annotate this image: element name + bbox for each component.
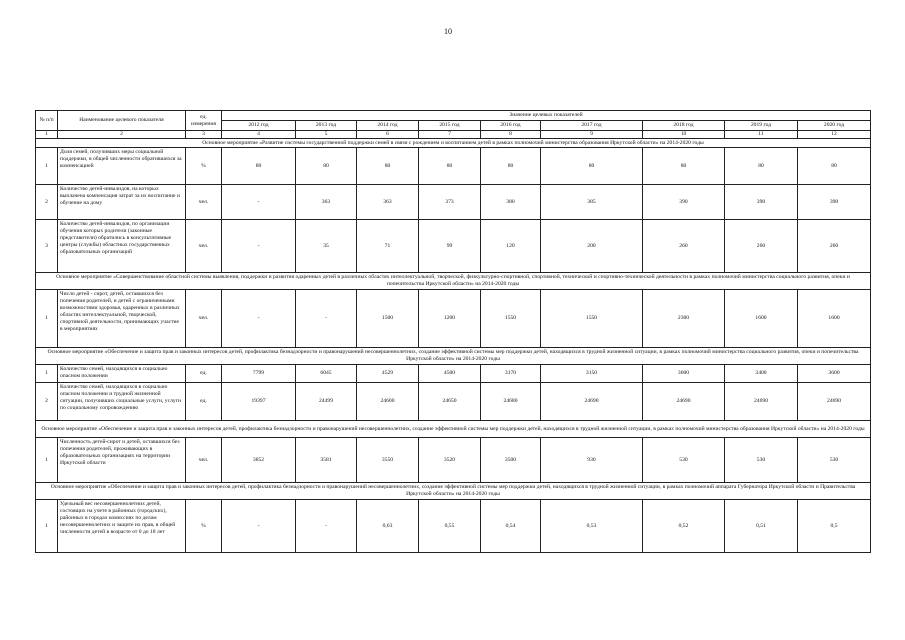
column-index: 4	[222, 131, 296, 139]
value-cell: -	[296, 500, 357, 553]
table-body	[36, 139, 871, 553]
section-title-row	[36, 139, 871, 148]
value-cell: 80	[481, 148, 541, 185]
value-cell: 80	[222, 148, 296, 185]
unit-cell: чел.	[186, 185, 222, 220]
value-cell: 80	[541, 148, 643, 185]
value-cell: 3520	[419, 438, 481, 483]
indicator-name: Численность детей-сирот и детей, оставшихся без попечения родителей, проживающих в образовательных организациях на территории Иркутской области	[58, 438, 186, 483]
row-number: 3	[36, 220, 58, 273]
value-cell: 530	[798, 438, 871, 483]
unit-cell: чел.	[186, 438, 222, 483]
table-row	[36, 290, 871, 348]
section-title: Основное мероприятие «Обеспечение и защита прав и законных интересов детей, профилактика безнадзорности и правонарушений несовершеннолетних, создание эффективной системы мер поддержки детей, находящихся в трудной жизненной ситуации, в рамках полномочий аппарата Губернатора Иркутской области и Правительства Иркутской области» на 2014-2020 годы	[36, 483, 871, 500]
value-cell: 4500	[419, 365, 481, 383]
table-row	[36, 220, 871, 273]
value-cell: 363	[296, 185, 357, 220]
column-index: 6	[357, 131, 419, 139]
value-cell: 80	[357, 148, 419, 185]
value-cell: 390	[725, 185, 798, 220]
section-title: Основное мероприятие «Развитие системы государственной поддержки семей в связи с рождением и воспитанием детей в рамках полномочий министерства образования Иркутской области» на 2014-2020 годы	[36, 139, 871, 148]
unit-cell: ед.	[186, 365, 222, 383]
value-cell: 1550	[541, 290, 643, 348]
section-title: Основное мероприятие «Обеспечение и защита прав и законных интересов детей, профилактика безнадзорности и правонарушений несовершеннолетних, создание эффективной системы мер поддержки детей, находящихся в трудной жизненной ситуации, в рамках полномочий министерства образования Иркутской области» на 2014-2020 годы	[36, 421, 871, 438]
row-number: 1	[36, 365, 58, 383]
value-cell: -	[222, 500, 296, 553]
value-cell: -	[222, 185, 296, 220]
value-cell: 24690	[725, 383, 798, 421]
value-cell: 0,54	[481, 500, 541, 553]
column-index: 11	[725, 131, 798, 139]
value-cell: 71	[357, 220, 419, 273]
value-cell: 2300	[643, 290, 725, 348]
value-cell: 3150	[541, 365, 643, 383]
indicator-name: Доля семей, получивших меры социальной поддержки, в общей численности обратившихся за компенсацией	[58, 148, 186, 185]
header-index-row	[36, 131, 871, 139]
value-cell: 390	[798, 185, 871, 220]
value-cell: 24499	[296, 383, 357, 421]
indicator-name: Количество семей, находящихся в социально опасном положении	[58, 365, 186, 383]
value-cell: 19397	[222, 383, 296, 421]
header-year: 2020 год	[798, 121, 871, 131]
value-cell: 1550	[481, 290, 541, 348]
indicator-name: Количество семей, находящихся в социально опасном положении и трудной жизненной ситуации, получивших социальные услуги, услуги по социальному сопровождению	[58, 383, 186, 421]
value-cell: 3600	[643, 365, 725, 383]
value-cell: 0,52	[643, 500, 725, 553]
value-cell: 3400	[725, 365, 798, 383]
header-year: 2017 год	[541, 121, 643, 131]
header-year: 2018 год	[643, 121, 725, 131]
value-cell: 3581	[296, 438, 357, 483]
column-index: 5	[296, 131, 357, 139]
value-cell: 200	[541, 220, 643, 273]
column-index: 1	[36, 131, 58, 139]
value-cell: 363	[357, 185, 419, 220]
section-title-row	[36, 273, 871, 290]
value-cell: 80	[296, 148, 357, 185]
table-row	[36, 438, 871, 483]
header-year: 2012 год	[222, 121, 296, 131]
row-number: 1	[36, 148, 58, 185]
value-cell: 390	[643, 185, 725, 220]
value-cell: 385	[541, 185, 643, 220]
header-num: № п/п	[36, 111, 58, 131]
indicators-table	[35, 110, 871, 553]
header-name: Наименование целевого показателя	[58, 111, 186, 131]
indicator-name: Количество детей-инвалидов, по организации обучения которых родители (законные представители) обратились в консультативные центры (службы) областных государственных образовательных организаций	[58, 220, 186, 273]
value-cell: 6045	[296, 365, 357, 383]
value-cell: 930	[541, 438, 643, 483]
value-cell: -	[222, 290, 296, 348]
value-cell: 24690	[541, 383, 643, 421]
header-year: 2013 год	[296, 121, 357, 131]
value-cell: 80	[419, 148, 481, 185]
table-row	[36, 148, 871, 185]
value-cell: 1500	[357, 290, 419, 348]
column-index: 7	[419, 131, 481, 139]
column-index: 8	[481, 131, 541, 139]
value-cell: 260	[643, 220, 725, 273]
value-cell: 0,5	[798, 500, 871, 553]
value-cell: 24690	[643, 383, 725, 421]
value-cell: 80	[643, 148, 725, 185]
column-index: 12	[798, 131, 871, 139]
value-cell: 80	[798, 148, 871, 185]
header-year: 2016 год	[481, 121, 541, 131]
value-cell: 0,63	[357, 500, 419, 553]
column-index: 10	[643, 131, 725, 139]
section-title: Основное мероприятие «Обеспечение и защита прав и законных интересов детей, профилактика безнадзорности и правонарушений несовершеннолетних, создание эффективной системы мер поддержки детей, находящихся в трудной жизненной ситуации, в рамках полномочий министерства социального развития, опеки и попечительства Иркутской области» на 2014-2020 годы	[36, 348, 871, 365]
value-cell: 3550	[357, 438, 419, 483]
value-cell: 3852	[222, 438, 296, 483]
value-cell: 1600	[725, 290, 798, 348]
table-row	[36, 500, 871, 553]
unit-cell: %	[186, 500, 222, 553]
unit-cell: чел.	[186, 290, 222, 348]
value-cell: 530	[643, 438, 725, 483]
header-year: 2015 год	[419, 121, 481, 131]
value-cell: 24680	[481, 383, 541, 421]
header-values-title: Значение целевых показателей	[222, 111, 871, 121]
header-row-1	[36, 111, 871, 121]
column-index: 9	[541, 131, 643, 139]
value-cell: 530	[725, 438, 798, 483]
value-cell: 3600	[798, 365, 871, 383]
header-year: 2019 год	[725, 121, 798, 131]
unit-cell: чел.	[186, 220, 222, 273]
value-cell: 4529	[357, 365, 419, 383]
value-cell: 24650	[419, 383, 481, 421]
section-title: Основное мероприятие «Совершенствование областной системы выявления, поддержки и развития одаренных детей в различных областях интеллектуальной, творческой, физкультурно-спортивной, спортивной, технической и спортивно-технической деятельности в рамках полномочий министерства социального развития, опеки и попечительства Иркутской области» на 2014-2020 годы	[36, 273, 871, 290]
value-cell: 1600	[798, 290, 871, 348]
indicator-name: Количество детей-инвалидов, на которых выплачена компенсация затрат за их воспитание и обучение на дому	[58, 185, 186, 220]
value-cell: 380	[481, 185, 541, 220]
value-cell: 99	[419, 220, 481, 273]
header-unit: ед. измерения	[186, 111, 222, 131]
value-cell: 7799	[222, 365, 296, 383]
page-number: 10	[444, 27, 452, 36]
value-cell: 24690	[798, 383, 871, 421]
table-row	[36, 185, 871, 220]
value-cell: 260	[725, 220, 798, 273]
section-title-row	[36, 421, 871, 438]
table-row	[36, 365, 871, 383]
row-number: 1	[36, 500, 58, 553]
unit-cell: ед.	[186, 383, 222, 421]
value-cell: 3170	[481, 365, 541, 383]
column-index: 2	[58, 131, 186, 139]
row-number: 2	[36, 185, 58, 220]
value-cell: 0,53	[541, 500, 643, 553]
indicator-name: Число детей - сирот, детей, оставшихся без попечения родителей, и детей с ограниченными возможностями здоровья, одаренных в различных областях интеллектуальной, творческой, спортивной деятельности, принимающих участие в мероприятиях	[58, 290, 186, 348]
header-year: 2014 год	[357, 121, 419, 131]
value-cell: 0,51	[725, 500, 798, 553]
value-cell: -	[222, 220, 296, 273]
value-cell: -	[296, 290, 357, 348]
value-cell: 24600	[357, 383, 419, 421]
value-cell: 80	[725, 148, 798, 185]
value-cell: 3500	[481, 438, 541, 483]
section-title-row	[36, 348, 871, 365]
unit-cell: %	[186, 148, 222, 185]
value-cell: 373	[419, 185, 481, 220]
row-number: 1	[36, 438, 58, 483]
value-cell: 0,55	[419, 500, 481, 553]
section-title-row	[36, 483, 871, 500]
row-number: 2	[36, 383, 58, 421]
value-cell: 120	[481, 220, 541, 273]
table-row	[36, 383, 871, 421]
value-cell: 1200	[419, 290, 481, 348]
indicator-name: Удельный вес несовершеннолетних детей, состоящих на учете в районных (городских), районных в городах комиссиях по делам несовершеннолетних и защите их прав, в общей численности детей в возрасте от 0 до 18 лет	[58, 500, 186, 553]
value-cell: 260	[798, 220, 871, 273]
value-cell: 35	[296, 220, 357, 273]
row-number: 1	[36, 290, 58, 348]
column-index: 3	[186, 131, 222, 139]
